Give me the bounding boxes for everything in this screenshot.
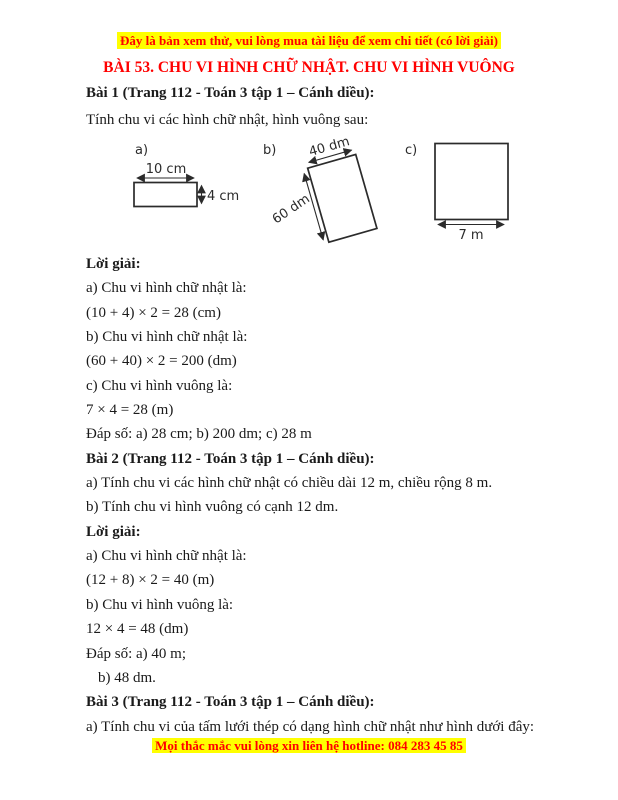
solution-text — [86, 252, 556, 739]
text-line: a) Chu vi hình chữ nhật là: — [86, 280, 247, 297]
figure-b — [263, 135, 377, 244]
preview-banner: Đây là bản xem thử, vui lòng mua tài liệu để xem chi tiết (có lời giải) — [117, 32, 501, 49]
text-line: 7 × 4 = 28 (m) — [86, 402, 174, 419]
figure-c-square — [435, 144, 508, 220]
figure-b-width-label: 40 dm — [307, 135, 352, 161]
exercise-1-heading: Bài 1 (Trang 112 - Toán 3 tập 1 – Cánh diều): — [86, 85, 375, 101]
text-line: a) Tính chu vi của tấm lưới thép có dạng hình chữ nhật như hình dưới đây: — [86, 718, 535, 735]
figure-c-label: c) — [405, 143, 418, 158]
text-line: (60 + 40) × 2 = 200 (dm) — [86, 353, 237, 370]
exercise-3-heading: Bài 3 (Trang 112 - Toán 3 tập 1 – Cánh diều): — [86, 694, 375, 711]
text-line: a) Chu vi hình chữ nhật là: — [86, 548, 247, 565]
figures-block — [86, 135, 536, 249]
exercise-1-intro: Tính chu vi các hình chữ nhật, hình vuông sau: — [86, 112, 369, 128]
hotline-footer: Mọi thắc mắc vui lòng xin liên hệ hotline: 084 283 45 85 — [152, 738, 466, 753]
answer-line: b) 48 dm. — [98, 669, 156, 686]
figure-c — [405, 143, 508, 243]
figure-b-rectangle — [308, 154, 377, 242]
hotline-footer-row — [0, 737, 618, 755]
preview-banner-row — [0, 32, 618, 50]
solution-2-heading: Lời giải: — [86, 523, 141, 540]
figure-a-width-label: 10 cm — [145, 162, 187, 177]
solution-1-heading: Lời giải: — [86, 256, 141, 272]
text-line: b) Chu vi hình chữ nhật là: — [86, 329, 248, 346]
text-line: a) Tính chu vi các hình chữ nhật có chiều dài 12 m, chiều rộng 8 m. — [86, 475, 493, 492]
answer-line: Đáp số: a) 28 cm; b) 200 dm; c) 28 m — [86, 426, 312, 443]
figure-b-height-label: 60 dm — [269, 191, 313, 228]
text-line: b) Chu vi hình vuông là: — [86, 596, 234, 613]
figure-a — [134, 143, 239, 207]
text-line: (10 + 4) × 2 = 28 (cm) — [86, 304, 221, 321]
figure-a-label: a) — [135, 143, 149, 158]
text-line: b) Tính chu vi hình vuông có cạnh 12 dm. — [86, 499, 339, 516]
figure-a-height-label: 4 cm — [207, 189, 240, 204]
exercise-2-heading: Bài 2 (Trang 112 - Toán 3 tập 1 – Cánh diều): — [86, 450, 375, 467]
text-line: c) Chu vi hình vuông là: — [86, 377, 233, 394]
figures-illustration — [86, 135, 536, 249]
figure-c-side-label: 7 m — [458, 228, 484, 243]
answer-line: Đáp số: a) 40 m; — [86, 645, 186, 662]
figure-b-label: b) — [263, 143, 277, 158]
lesson-title: BÀI 53. CHU VI HÌNH CHỮ NHẬT. CHU VI HÌNH VUÔNG — [103, 59, 515, 76]
figure-a-rectangle — [134, 183, 197, 207]
text-line: (12 + 8) × 2 = 40 (m) — [86, 572, 215, 589]
text-line: 12 × 4 = 48 (dm) — [86, 621, 189, 638]
